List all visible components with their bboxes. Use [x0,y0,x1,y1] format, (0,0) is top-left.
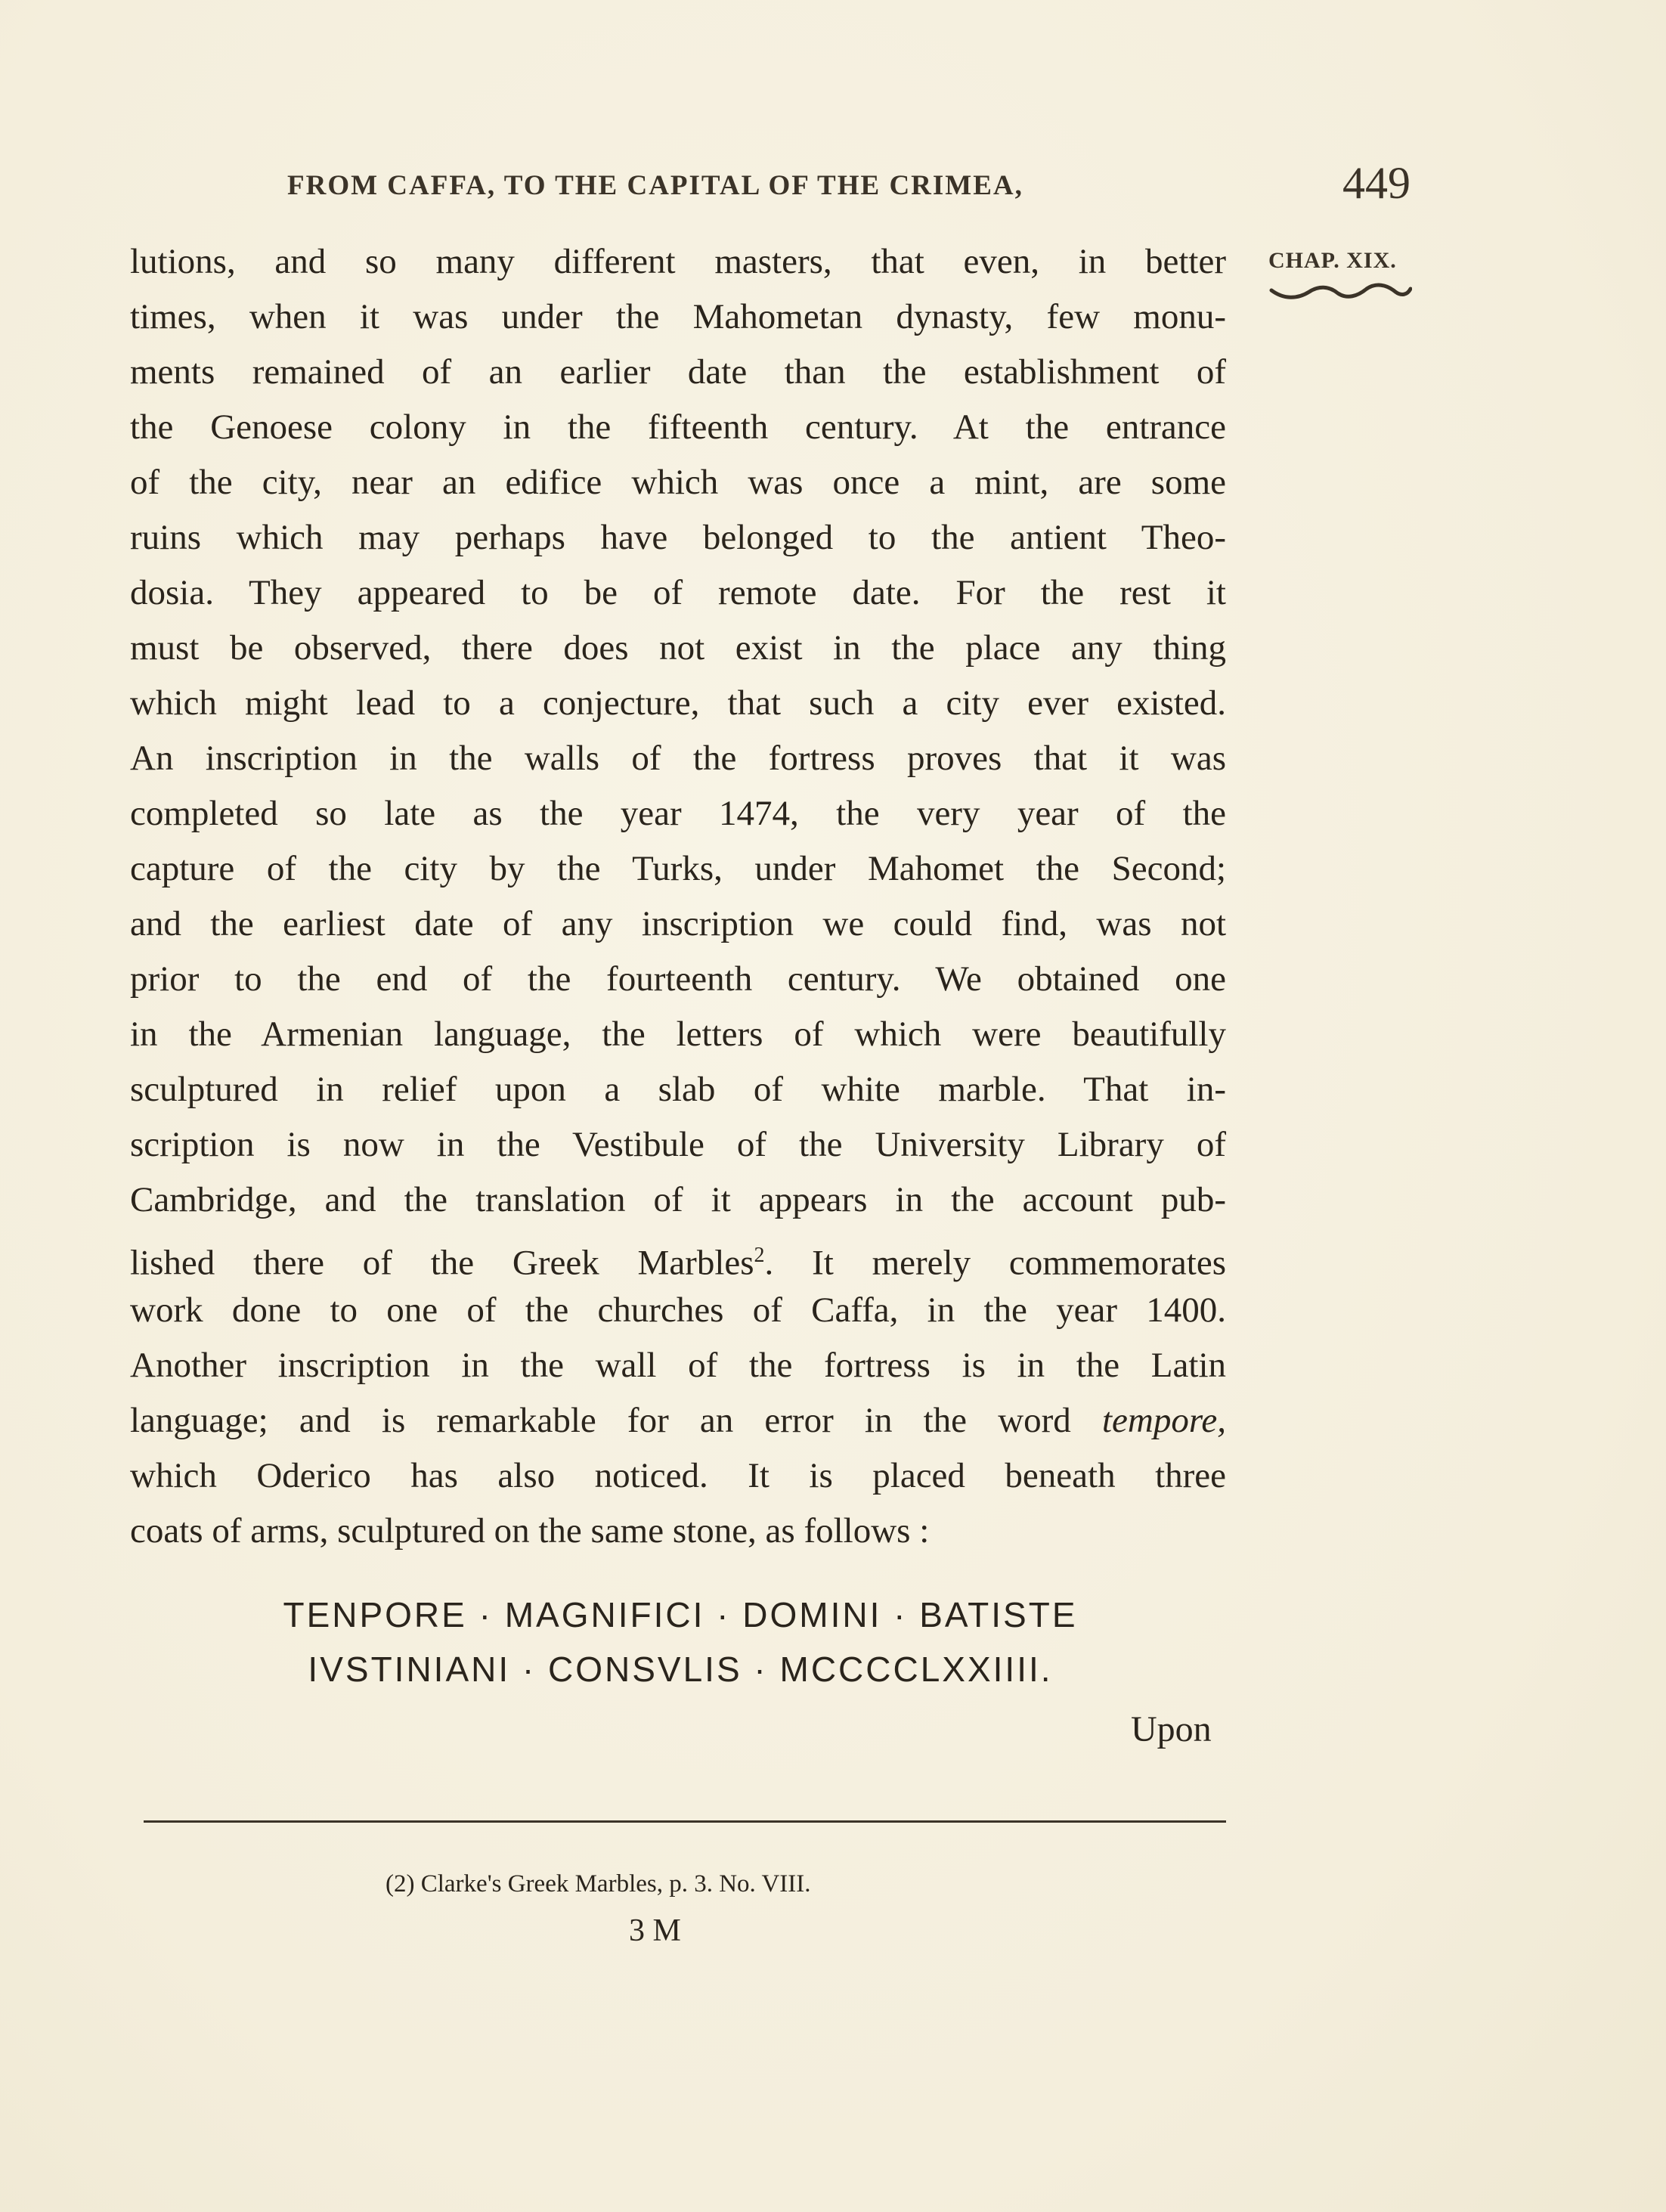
text-line: times, when it was under the Mahometan dynasty, few monu- [130,297,1226,336]
text-line: completed so late as the year 1474, the very year of the [130,794,1226,833]
text-line: ruins which may perhaps have belonged to the antient Theo- [130,518,1226,557]
text-line: Another inscription in the wall of the fortress is in the Latin [130,1346,1226,1385]
page-number: 449 [1342,158,1411,208]
text-line: lutions, and so many different masters, that even, in better [130,242,1226,281]
text-line: coats of arms, sculptured on the same stone, as follows : [130,1511,930,1551]
text-fragment: language; and is remarkable for an error in the word [130,1401,1071,1440]
text-line-with-footnote-ref [130,1228,1226,1283]
text-line: ments remained of an earlier date than the establishment of [130,352,1226,392]
text-line: An inscription in the walls of the fortress proves that it was [130,739,1226,778]
signature-mark: 3 M [629,1913,681,1948]
inscription-line-1: TENPORE · MAGNIFICI · DOMINI · BATISTE [283,1595,1078,1634]
footnote-divider [144,1820,1226,1823]
chapter-flourish-ornament [1268,280,1412,302]
italic-word: tempore, [1101,1401,1226,1440]
text-line: Cambridge, and the translation of it appears in the account pub- [130,1180,1226,1219]
text-line: and the earliest date of any inscription we could find, was not [130,904,1226,943]
text-line: sculptured in relief upon a slab of white marble. That in- [130,1070,1226,1109]
latin-inscription [151,1588,1209,1696]
text-line: capture of the city by the Turks, under Mahomet the Second; [130,849,1226,888]
text-line: scription is now in the Vestibule of the University Library of [130,1125,1226,1164]
text-line: which might lead to a conjecture, that such a city ever existed. [130,683,1226,723]
text-line: prior to the end of the fourteenth century. We obtained one [130,959,1226,999]
text-fragment: lished there of the Greek Marbles [130,1243,754,1283]
text-line: in the Armenian language, the letters of which were beautifully [130,1015,1226,1054]
text-line: the Genoese colony in the fifteenth century. At the entrance [130,407,1226,447]
text-line: must be observed, there does not exist in the place any thing [130,628,1226,668]
text-fragment: . It merely commemorates [764,1243,1226,1283]
text-line: of the city, near an edifice which was once a mint, are some [130,463,1226,502]
catchword: Upon [1131,1709,1212,1749]
chapter-marginal-label: CHAP. XIX. [1268,248,1397,273]
body-text [130,234,1226,1559]
text-line: work done to one of the churches of Caffa, in the year 1400. [130,1290,1226,1330]
inscription-line-2: IVSTINIANI · CONSVLIS · MCCCCLXXIIII. [308,1650,1053,1689]
running-title: FROM CAFFA, TO THE CAPITAL OF THE CRIMEA, [287,170,1023,201]
footnote-reference: 2 [754,1244,765,1267]
text-line: which Oderico has also noticed. It is placed beneath three [130,1456,1226,1495]
footnote: (2) Clarke's Greek Marbles, p. 3. No. VIII. [386,1870,811,1898]
text-line-with-italic [130,1393,1226,1448]
text-line: dosia. They appeared to be of remote date. For the rest it [130,573,1226,612]
